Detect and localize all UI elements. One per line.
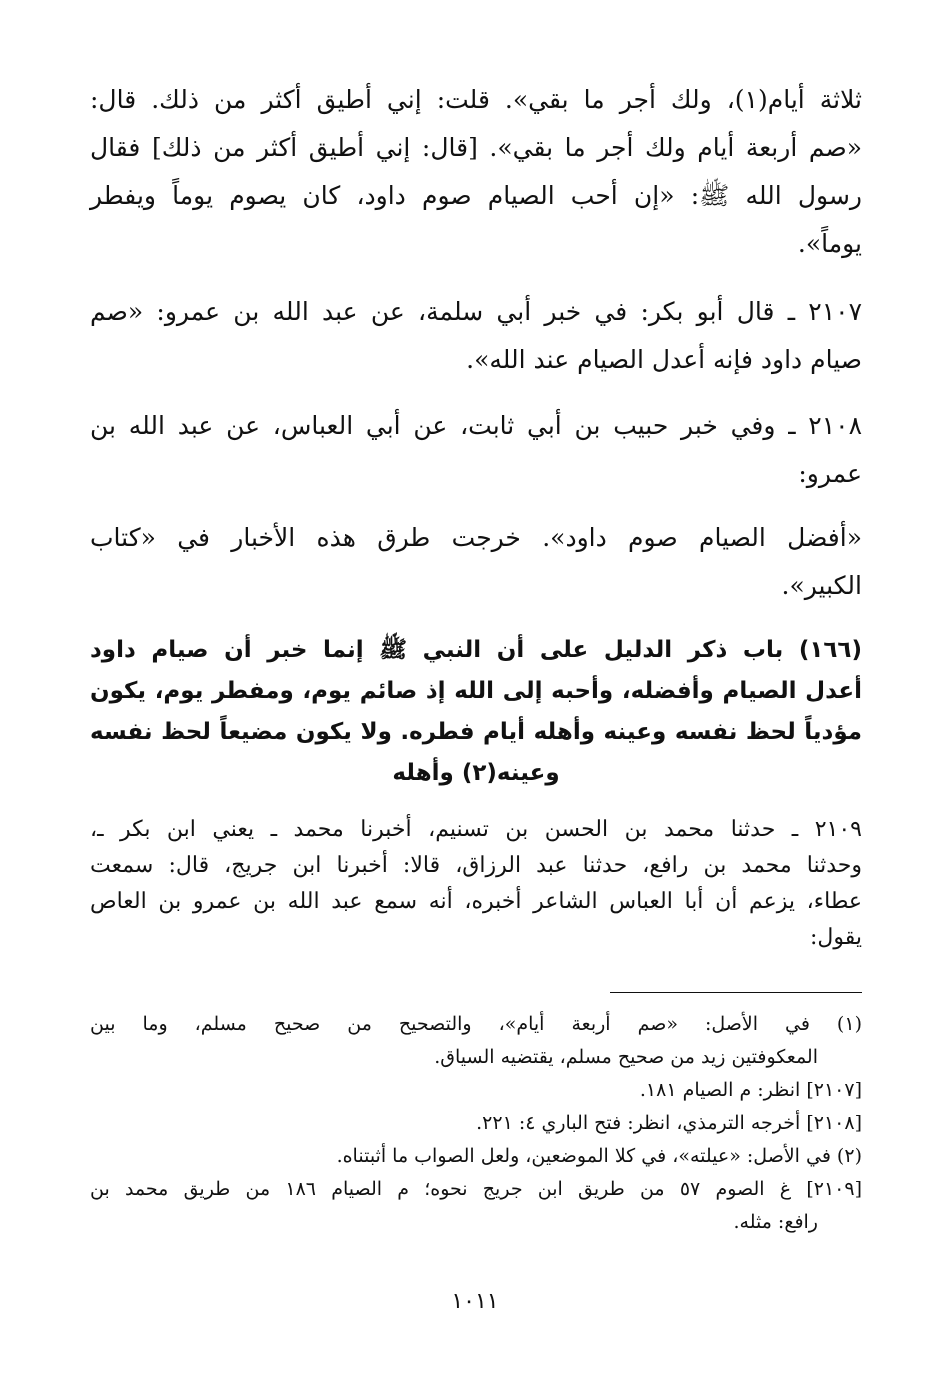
heading-line: (١٦٦) باب ذكر الدليل على أن النبي ﷺ إنما خبر أن صيام داود	[90, 637, 862, 663]
quote-paragraph	[90, 514, 862, 610]
footnote-line: (١) في الأصل: «صم أربعة أيام»، والتصحيح من صحيح مسلم، وما بين	[90, 1013, 862, 1035]
footnote-line: المعكوفتين زيد من صحيح مسلم، يقتضيه السياق.	[434, 1046, 818, 1068]
text-line: يقول:	[809, 925, 862, 950]
heading-line: أعدل الصيام وأفضله، وأحبه إلى الله إذ صائم يوم، ومفطر يوم، يكون	[90, 678, 862, 704]
footnote-line: رافع: مثله.	[733, 1211, 818, 1233]
footnote-divider	[610, 992, 862, 993]
footnote-line: [٢١٠٧] انظر: م الصيام ١٨١.	[639, 1079, 862, 1101]
footnote-line: [٢١٠٨] أخرجه الترمذي، انظر: فتح الباري ٤: ٢٢١.	[476, 1112, 862, 1134]
footnotes	[90, 1008, 862, 1239]
text-line: ثلاثة أيام(١)، ولك أجر ما بقي». قلت: إني أطيق أكثر من ذلك. قال:	[90, 85, 863, 114]
text-line: عمرو:	[798, 459, 862, 488]
text-line: ٢١٠٨ ـ وفي خبر حبيب بن أبي ثابت، عن أبي العباس، عن عبد الله بن	[90, 411, 862, 440]
paragraph-continuation	[90, 76, 862, 268]
text-line: يوماً».	[797, 229, 862, 258]
text-line: ٢١٠٧ ـ قال أبو بكر: في خبر أبي سلمة، عن عبد الله بن عمرو: «صم	[90, 297, 862, 326]
text-line: «أفضل الصيام صوم داود». خرجت طرق هذه الأخبار في «كتاب	[90, 523, 862, 552]
text-line: ٢١٠٩ ـ حدثنا محمد بن الحسن بن تسنيم، أخبرنا محمد ـ يعني ابن بكر ـ،	[90, 817, 862, 842]
hadith-2109	[90, 812, 862, 956]
chapter-heading	[90, 630, 862, 794]
hadith-2108	[90, 402, 862, 498]
text-line: وحدثنا محمد بن رافع، حدثنا عبد الرزاق، قالا: أخبرنا ابن جريج، قال: سمعت	[90, 853, 862, 878]
heading-line: مؤدياً لحظ نفسه وعينه وأهله أيام فطره. ولا يكون مضيعاً لحظ نفسه	[90, 719, 862, 745]
hadith-2107	[90, 288, 862, 384]
text-line: صيام داود فإنه أعدل الصيام عند الله».	[466, 345, 862, 374]
page-number: ١٠١١	[451, 1289, 499, 1314]
text-line: عطاء، يزعم أن أبا العباس الشاعر أخبره، أنه سمع عبد الله بن عمرو بن العاص	[90, 889, 862, 914]
footnote-line: [٢١٠٩] غ الصوم ٥٧ من طريق ابن جريج نحوه؛ م الصيام ١٨٦ من طريق محمد بن	[90, 1178, 862, 1200]
text-line: رسول الله ﷺ: «إن أحب الصيام صوم داود، كان يصوم يوماً ويفطر	[90, 181, 862, 210]
heading-line: وعينه(٢) وأهله	[392, 760, 560, 786]
text-line: الكبير».	[781, 571, 862, 600]
text-line: «صم أربعة أيام ولك أجر ما بقي». [قال: إني أطيق أكثر من ذلك] فقال	[90, 133, 862, 162]
footnote-line: (٢) في الأصل: «عيلته»، في كلا الموضعين، ولعل الصواب ما أثبتناه.	[336, 1145, 862, 1167]
